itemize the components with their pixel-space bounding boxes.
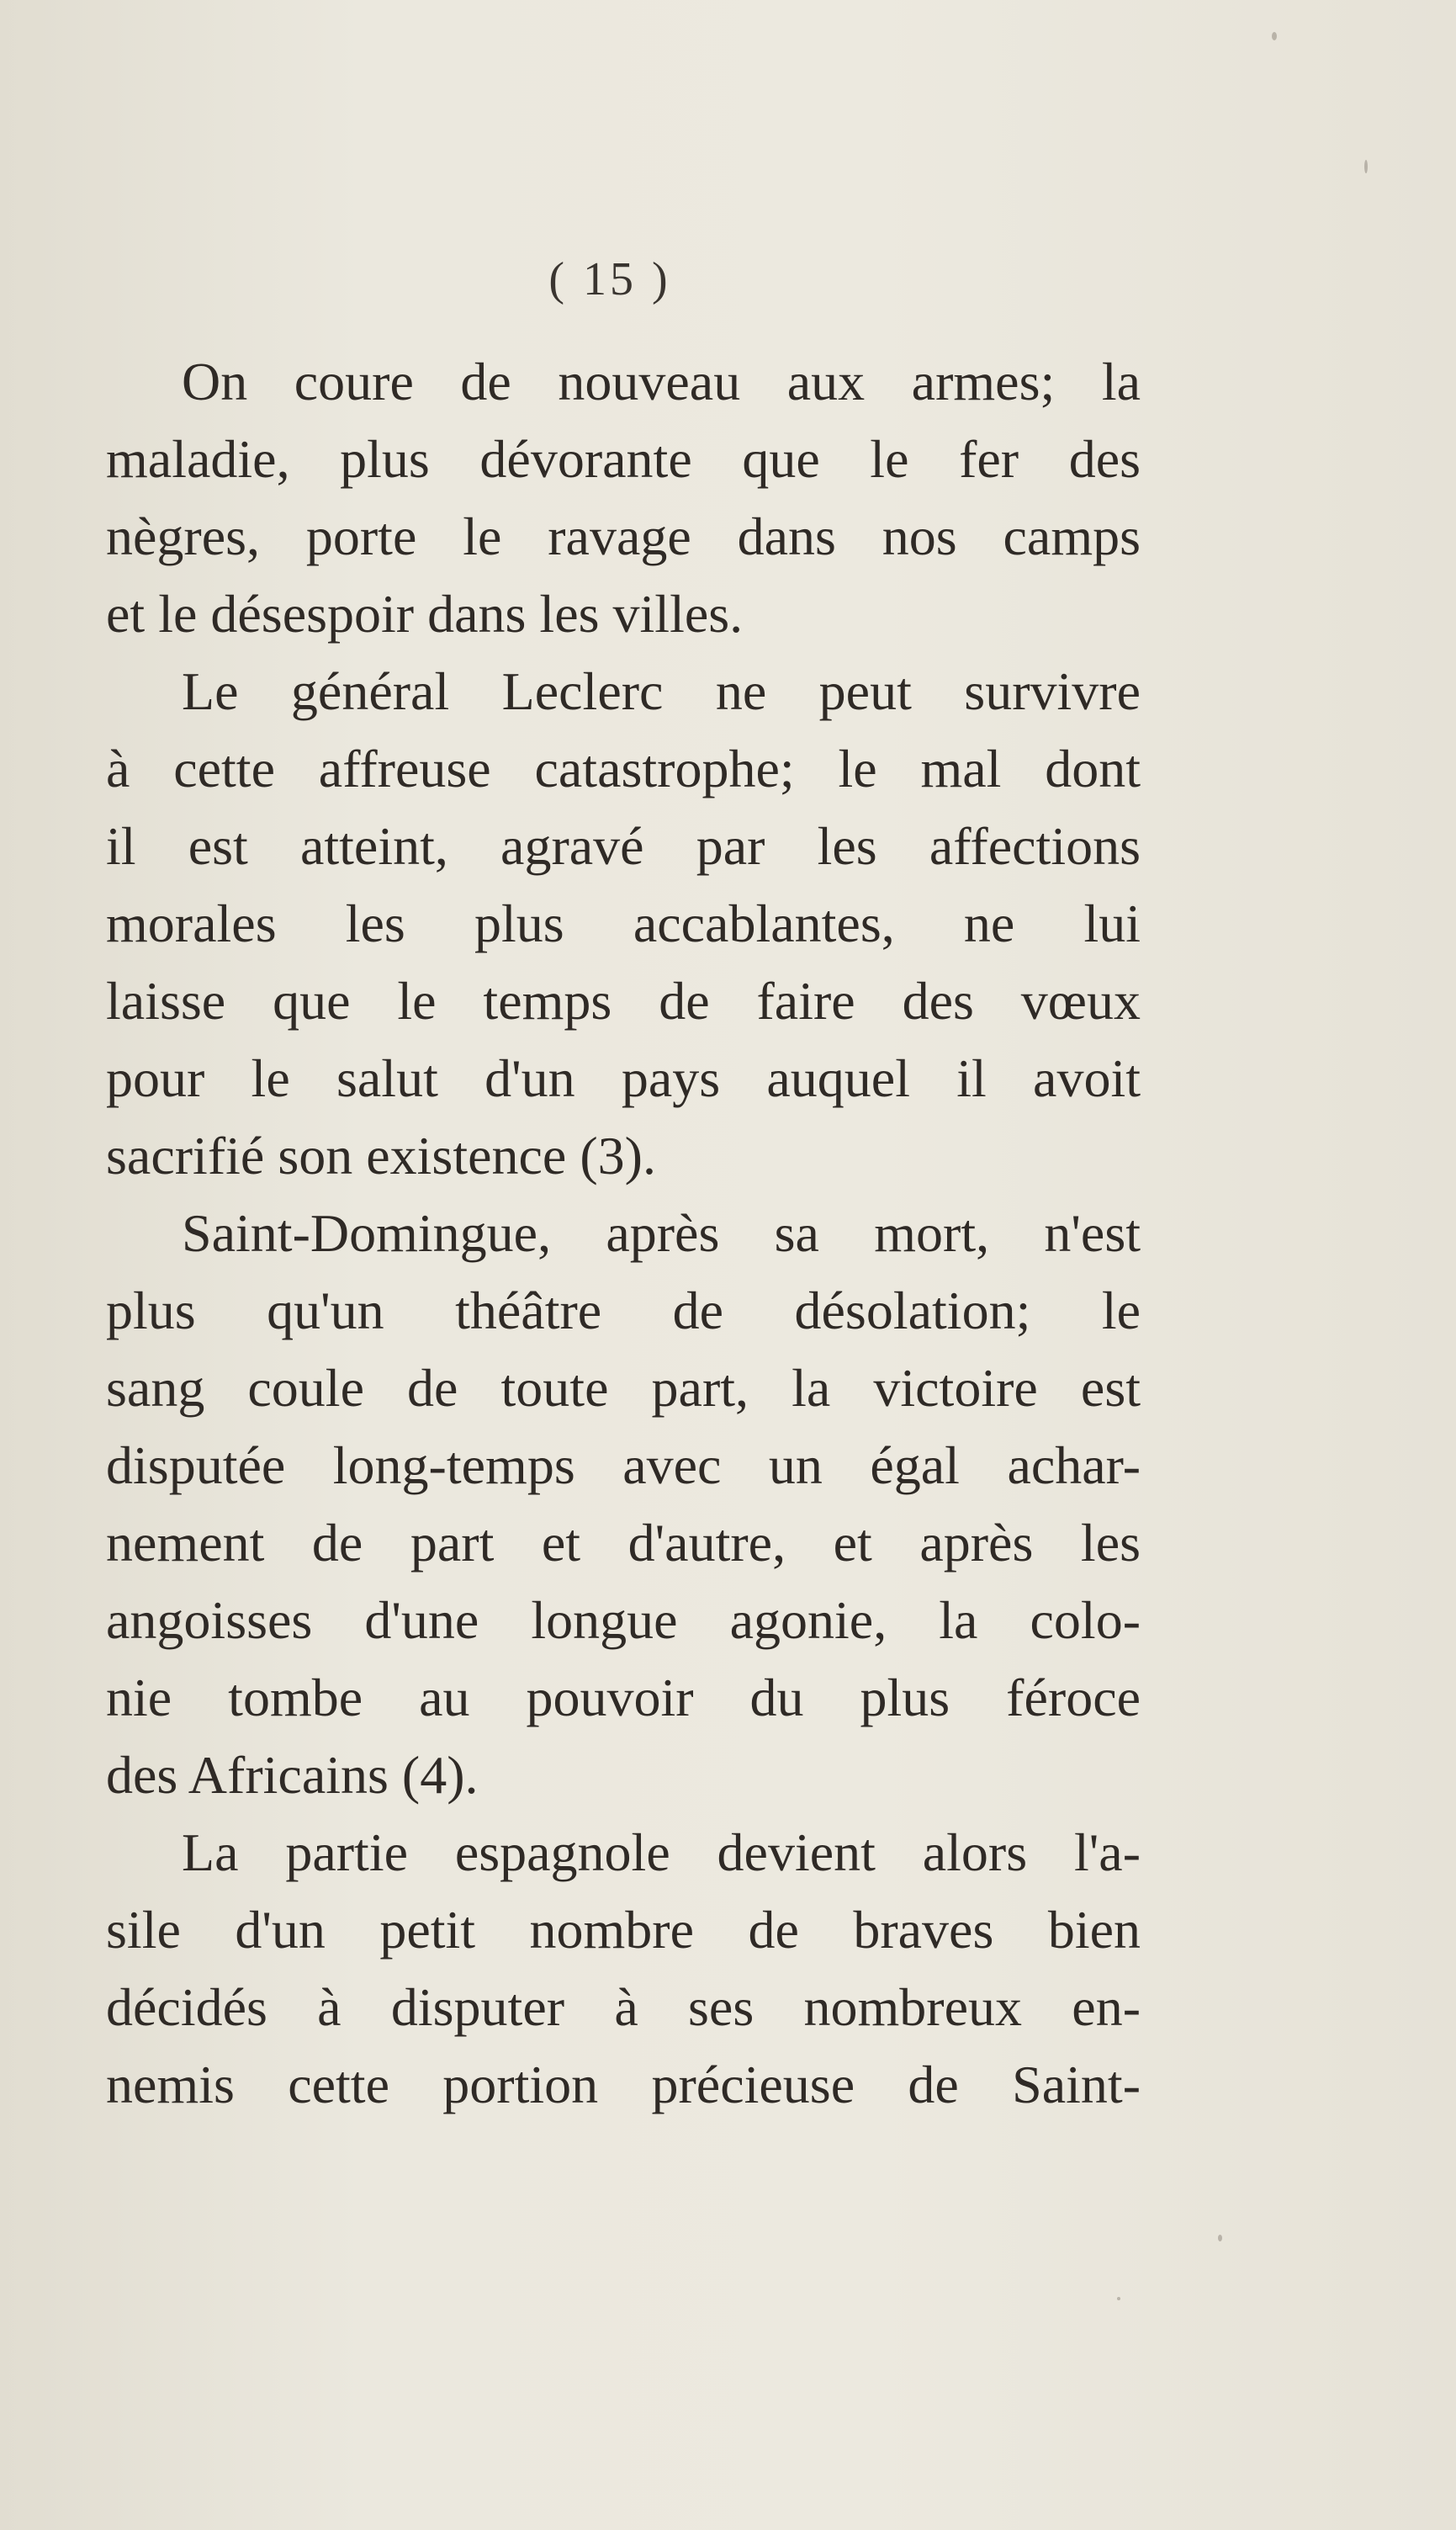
text-line: sacrifié son existence (3). — [106, 1126, 656, 1185]
body-text — [106, 343, 1141, 2124]
text-line: disputée long-temps avec un égal achar- — [106, 1435, 1141, 1495]
text-line: La partie espagnole devient alors l'a- — [182, 1822, 1141, 1882]
text-line: Saint-Domingue, après sa mort, n'est — [182, 1203, 1141, 1263]
text-line: maladie, plus dévorante que le fer des — [106, 429, 1141, 489]
text-line: nemis cette portion précieuse de Saint- — [106, 2055, 1141, 2114]
text-line: laisse que le temps de faire des vœux — [106, 971, 1141, 1031]
text-line: nie tombe au pouvoir du plus féroce — [106, 1668, 1141, 1727]
paragraph — [106, 1814, 1141, 2124]
text-line: à cette affreuse catastrophe; le mal dont — [106, 739, 1141, 798]
text-line: morales les plus accablantes, ne lui — [106, 894, 1141, 953]
page-number: ( 15 ) — [548, 253, 671, 305]
text-line: pour le salut d'un pays auquel il avoit — [106, 1048, 1141, 1108]
text-line: Le général Leclerc ne peut survivre — [182, 661, 1141, 721]
text-line: sile d'un petit nombre de braves bien — [106, 1900, 1141, 1960]
text-line: plus qu'un théâtre de désolation; le — [106, 1281, 1141, 1340]
text-line: On coure de nouveau aux armes; la — [182, 352, 1141, 411]
text-line: décidés à disputer à ses nombreux en- — [106, 1977, 1141, 2037]
paper-speck — [1364, 160, 1368, 173]
text-line: sang coule de toute part, la victoire est — [106, 1358, 1141, 1418]
paragraph — [106, 1195, 1141, 1814]
text-line: nègres, porte le ravage dans nos camps — [106, 507, 1141, 566]
text-line: des Africains (4). — [106, 1745, 479, 1805]
paper-speck — [1117, 2297, 1120, 2300]
paper-speck — [1272, 32, 1277, 40]
text-line: il est atteint, agravé par les affections — [106, 816, 1141, 876]
paragraph — [106, 653, 1141, 1195]
paper-speck — [1218, 2235, 1222, 2241]
paragraph — [106, 343, 1141, 653]
text-line: angoisses d'une longue agonie, la colo- — [106, 1590, 1141, 1650]
text-line: nement de part et d'autre, et après les — [106, 1513, 1141, 1573]
text-line: et le désespoir dans les villes. — [106, 584, 744, 644]
